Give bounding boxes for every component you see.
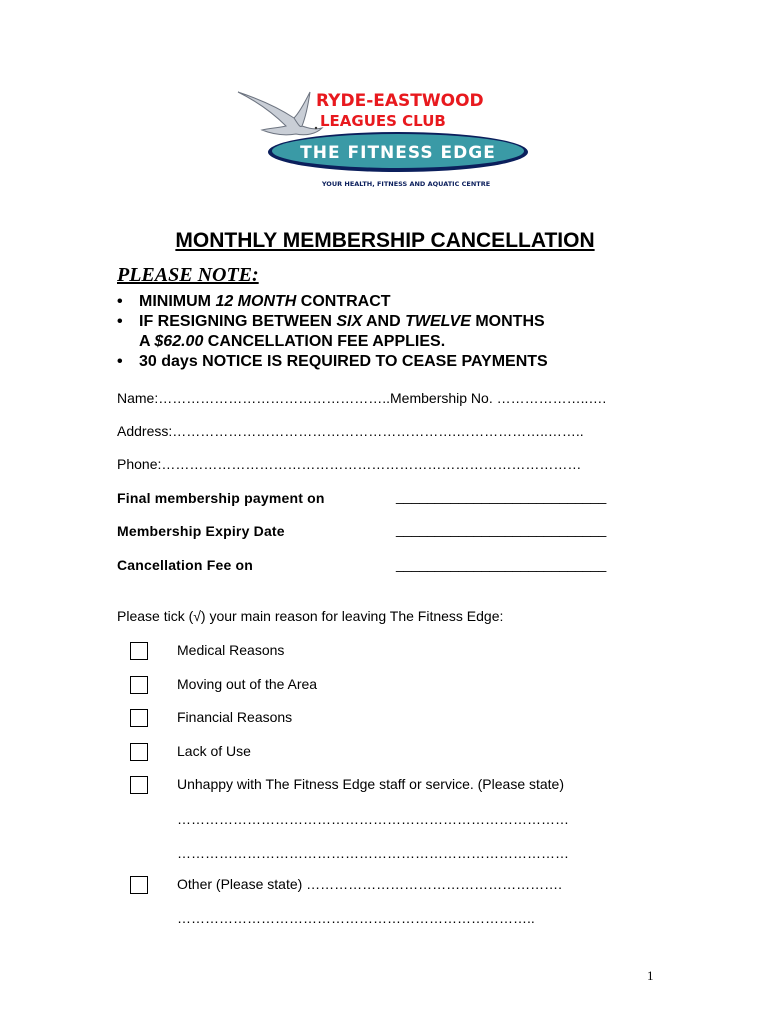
financial-label: Financial Reasons [177,709,293,725]
logo-banner: THE FITNESS EDGE [300,143,496,163]
cancel-fee-label: Cancellation Fee on [117,557,254,573]
unhappy-checkbox[interactable] [130,776,148,794]
medical-checkbox[interactable] [130,642,148,660]
bullet-icon: • [117,293,123,310]
phone-field[interactable]: Phone:……………………………………………………………………………… [117,456,582,472]
lack-of-use-label: Lack of Use [177,743,251,759]
page-title: MONTHLY MEMBERSHIP CANCELLATION [175,229,595,252]
financial-checkbox[interactable] [130,709,148,727]
bullet-min-contract: • MINIMUM 12 MONTH CONTRACT [117,293,391,310]
moving-checkbox[interactable] [130,676,148,694]
unhappy-dots-2[interactable]: ………………………………………………………………………… [177,845,569,861]
other-checkbox[interactable] [130,876,148,894]
bullet-icon: • [117,313,123,330]
medical-label: Medical Reasons [177,642,285,658]
reason-prompt: Please tick (√) your main reason for leaving The Fitness Edge: [117,608,504,624]
note-heading: PLEASE NOTE: [117,264,259,286]
logo-line1: RYDE-EASTWOOD [316,91,484,111]
final-payment-label: Final membership payment on [117,490,325,506]
other-dots[interactable]: ………………………………………………………………….. [177,910,535,926]
expiry-date-label: Membership Expiry Date [117,523,285,539]
seagull-icon [238,92,322,135]
page-number: 1 [647,968,654,983]
other-label[interactable]: Other (Please state) ………………………………………………. [177,876,563,892]
bullet-resign-fee-cont: A $62.00 CANCELLATION FEE APPLIES. [139,333,446,350]
bullet-notice: • 30 days NOTICE IS REQUIRED TO CEASE PAYMENTS [117,353,548,370]
unhappy-label: Unhappy with The Fitness Edge staff or service. (Please state) [177,776,565,792]
cancel-fee-blank[interactable]: ___________________________ [396,556,607,572]
expiry-date-blank[interactable]: ___________________________ [396,521,607,537]
bullet-resign-fee: • IF RESIGNING BETWEEN SIX AND TWELVE MONTHS [117,313,545,330]
lack-of-use-checkbox[interactable] [130,743,148,761]
moving-label: Moving out of the Area [177,676,318,692]
bullet-icon: • [117,353,123,370]
fitness-edge-logo [236,84,536,192]
logo-line2: LEAGUES CLUB [320,112,446,130]
address-field[interactable]: Address:…………………………………………………….………………..…….. [117,423,584,439]
name-membership-field[interactable]: Name:…………………………………………..Membership No. ………………..…. [117,390,607,406]
note-bullets [117,292,677,372]
unhappy-dots-1[interactable]: ………………………………………………………………………… [177,811,569,827]
logo-tagline: YOUR HEALTH, FITNESS AND AQUATIC CENTRE [321,180,491,188]
final-payment-blank[interactable]: ___________________________ [396,488,607,504]
